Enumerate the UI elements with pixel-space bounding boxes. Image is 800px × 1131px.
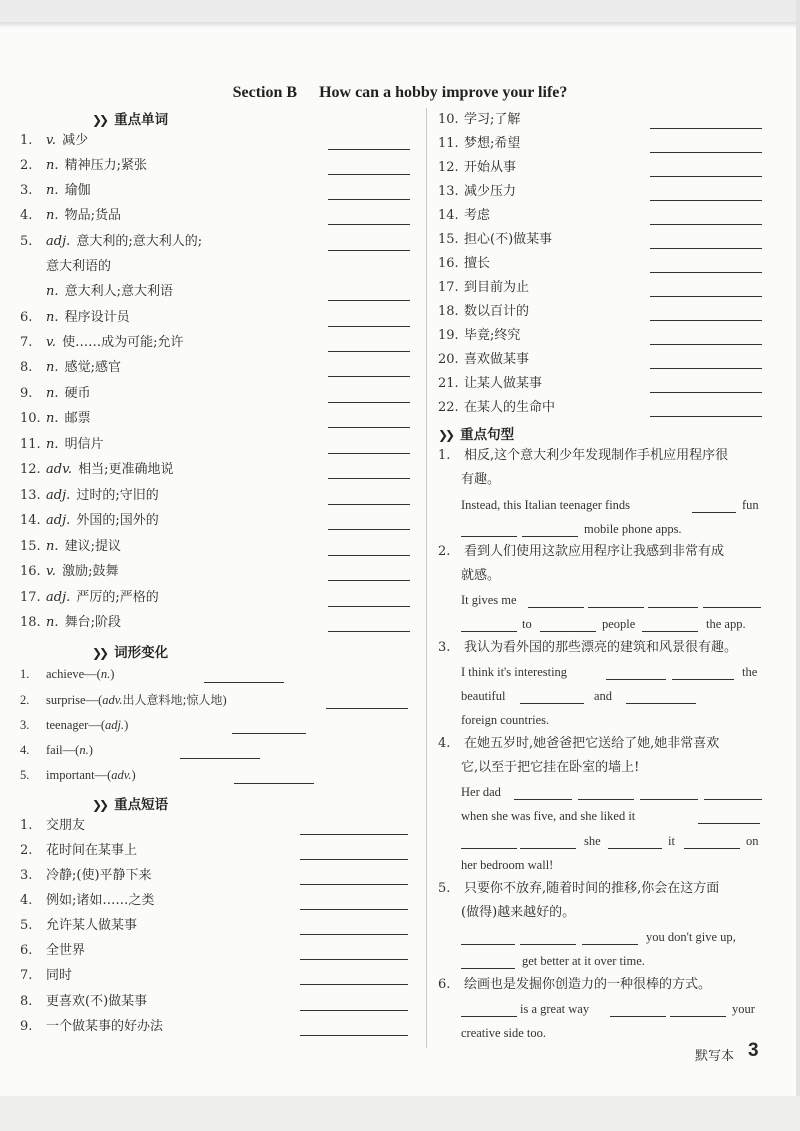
answer-blank[interactable]	[328, 250, 410, 251]
word-item: 7. v. 使……成为可能;允许	[20, 335, 184, 350]
answer-blank[interactable]	[650, 200, 762, 201]
phrase-item: 7. 同时	[20, 968, 73, 983]
phrase-item: 14. 考虑	[438, 208, 491, 223]
answer-blank[interactable]	[650, 272, 762, 273]
phrase-item: 10. 学习;了解	[438, 112, 521, 127]
word-item: 9. n. 硬币	[20, 386, 91, 401]
answer-blank[interactable]	[328, 224, 410, 225]
phrase-item: 4. 例如;诸如……之类	[20, 893, 155, 908]
answer-blank[interactable]	[300, 859, 408, 860]
sentence-english: her bedroom wall!	[461, 858, 554, 872]
answer-blank[interactable]	[650, 320, 762, 321]
word-item: 10. n. 邮票	[20, 411, 91, 426]
phrase-item: 20. 喜欢做某事	[438, 352, 530, 367]
answer-blank[interactable]	[234, 783, 314, 784]
column-divider	[426, 108, 427, 1048]
answer-blank[interactable]	[514, 799, 572, 800]
answer-blank[interactable]	[672, 679, 734, 680]
phrase-item: 9. 一个做某事的好办法	[20, 1019, 164, 1034]
answer-blank[interactable]	[300, 834, 408, 835]
answer-blank[interactable]	[328, 376, 410, 377]
answer-blank[interactable]	[328, 402, 410, 403]
answer-blank[interactable]	[650, 392, 762, 393]
form-item: 1. achieve—(n.)	[20, 667, 115, 681]
sentence-english: fun	[742, 498, 759, 512]
answer-blank[interactable]	[670, 1016, 726, 1017]
word-item: 14. adj. 外国的;国外的	[20, 513, 159, 528]
sentence-english: foreign countries.	[461, 713, 550, 727]
sentence-chinese: 1. 相反,这个意大利少年发现制作手机应用程序很	[438, 448, 729, 463]
sentence-english: Instead, this Italian teenager finds	[461, 498, 631, 512]
answer-blank[interactable]	[300, 984, 408, 985]
page-bottom-band	[0, 1096, 800, 1131]
answer-blank[interactable]	[650, 368, 762, 369]
page-top-shadow	[0, 22, 800, 28]
word-item: 12. adv. 相当;更准确地说	[20, 462, 174, 477]
sentence-english: she	[584, 834, 601, 848]
page-number: 3	[748, 1040, 759, 1061]
answer-blank[interactable]	[300, 1035, 408, 1036]
word-item: 1. v. 减少	[20, 133, 89, 148]
double-chevron-icon: ❯❯	[92, 798, 107, 812]
double-chevron-icon: ❯❯	[92, 113, 107, 127]
answer-blank[interactable]	[300, 884, 408, 885]
form-item: 3. teenager—(adj.)	[20, 718, 129, 732]
form-item: 4. fail—(n.)	[20, 743, 93, 757]
answer-blank[interactable]	[461, 1016, 517, 1017]
phrase-item: 6. 全世界	[20, 943, 86, 958]
answer-blank[interactable]	[640, 799, 698, 800]
word-item: 18. n. 舞台;阶段	[20, 615, 122, 630]
sentence-english: beautiful	[461, 689, 506, 703]
phrase-item: 15. 担心(不)做某事	[438, 232, 553, 247]
answer-blank[interactable]	[180, 758, 260, 759]
answer-blank[interactable]	[528, 607, 584, 608]
phrase-item: 1. 交朋友	[20, 818, 86, 833]
answer-blank[interactable]	[328, 555, 410, 556]
answer-blank[interactable]	[606, 679, 666, 680]
phrase-item: 16. 擅长	[438, 256, 491, 271]
footer-label: 默写本	[695, 1049, 735, 1064]
answer-blank[interactable]	[704, 799, 762, 800]
sentence-english: on	[746, 834, 759, 848]
answer-blank[interactable]	[328, 199, 410, 200]
answer-blank[interactable]	[461, 631, 517, 632]
answer-blank[interactable]	[461, 536, 517, 537]
answer-blank[interactable]	[698, 823, 760, 824]
answer-blank[interactable]	[328, 504, 410, 505]
sentence-english: creative side too.	[461, 1026, 547, 1040]
answer-blank[interactable]	[692, 512, 736, 513]
sentence-chinese: 5. 只要你不放弃,随着时间的推移,你会在这方面	[438, 881, 720, 896]
sentence-chinese: 6. 绘画也是发掘你创造力的一种很棒的方式。	[438, 977, 712, 992]
sentence-chinese-cont: 就感。	[461, 568, 501, 583]
sentence-english: I think it's interesting	[461, 665, 568, 679]
phrase-item: 11. 梦想;希望	[438, 136, 521, 151]
phrase-item: 5. 允许某人做某事	[20, 918, 138, 933]
answer-blank[interactable]	[204, 682, 284, 683]
word-item: 4. n. 物品;货品	[20, 208, 122, 223]
form-item: 2. surprise—(adv.出人意料地;惊人地)	[20, 693, 227, 707]
answer-blank[interactable]	[626, 703, 696, 704]
sentence-english: when she was five, and she liked it	[461, 809, 636, 823]
answer-blank[interactable]	[328, 580, 410, 581]
sentence-chinese: 3. 我认为看外国的那些漂亮的建筑和风景很有趣。	[438, 640, 738, 655]
answer-blank[interactable]	[520, 848, 576, 849]
word-item: 3. n. 瑜伽	[20, 183, 91, 198]
section-label: Section B	[232, 84, 298, 101]
phrase-item: 12. 开始从事	[438, 160, 517, 175]
answer-blank[interactable]	[703, 607, 761, 608]
phrase-item: 13. 减少压力	[438, 184, 517, 199]
answer-blank[interactable]	[328, 529, 410, 530]
phrase-item: 19. 毕竟;终究	[438, 328, 521, 343]
word-item: 2. n. 精神压力;紧张	[20, 158, 148, 173]
phrase-item: 8. 更喜欢(不)做某事	[20, 994, 148, 1009]
answer-blank[interactable]	[461, 944, 515, 945]
answer-blank[interactable]	[650, 344, 762, 345]
phrase-item: 2. 花时间在某事上	[20, 843, 138, 858]
answer-blank[interactable]	[300, 959, 408, 960]
answer-blank[interactable]	[328, 606, 410, 607]
header-key-phrases: ❯❯ 重点短语	[92, 797, 169, 813]
answer-blank[interactable]	[608, 848, 662, 849]
answer-blank[interactable]	[326, 708, 408, 709]
sentence-chinese-cont: 有趣。	[461, 472, 501, 487]
word-item-continued: 意大利语的	[46, 259, 112, 274]
answer-blank[interactable]	[650, 128, 762, 129]
sentence-chinese-cont: 它,以至于把它挂在卧室的墙上!	[461, 760, 640, 775]
word-item: 13. adj. 过时的;守旧的	[20, 488, 159, 503]
sentence-english: is a great way	[520, 1002, 590, 1016]
answer-blank[interactable]	[328, 427, 410, 428]
answer-blank[interactable]	[461, 968, 515, 969]
answer-blank[interactable]	[650, 176, 762, 177]
word-item: 8. n. 感觉;感官	[20, 360, 122, 375]
word-item: 17. adj. 严厉的;严格的	[20, 590, 159, 605]
sentence-english: the	[742, 665, 758, 679]
answer-blank[interactable]	[328, 453, 410, 454]
answer-blank[interactable]	[650, 224, 762, 225]
phrase-item: 17. 到目前为止	[438, 280, 530, 295]
sentence-chinese: 4. 在她五岁时,她爸爸把它送给了她,她非常喜欢	[438, 736, 720, 751]
sentence-english: and	[594, 689, 613, 703]
word-item: 11. n. 明信片	[20, 437, 104, 452]
answer-blank[interactable]	[328, 351, 410, 352]
double-chevron-icon: ❯❯	[438, 428, 453, 442]
sentence-english: your	[732, 1002, 755, 1016]
answer-blank[interactable]	[300, 909, 408, 910]
answer-blank[interactable]	[650, 248, 762, 249]
word-item: 6. n. 程序设计员	[20, 310, 130, 325]
page-top-band	[0, 0, 800, 22]
answer-blank[interactable]	[610, 1016, 666, 1017]
sentence-chinese-cont: (做得)越来越好的。	[461, 905, 576, 920]
answer-blank[interactable]	[300, 934, 408, 935]
answer-blank[interactable]	[328, 149, 410, 150]
answer-blank[interactable]	[650, 296, 762, 297]
sentence-english: mobile phone apps.	[584, 522, 682, 536]
answer-blank[interactable]	[328, 300, 410, 301]
sentence-english: to	[522, 617, 532, 631]
phrase-item: 3. 冷静;(使)平静下来	[20, 868, 152, 883]
answer-blank[interactable]	[328, 631, 410, 632]
answer-blank[interactable]	[328, 174, 410, 175]
answer-blank[interactable]	[684, 848, 740, 849]
answer-blank[interactable]	[461, 848, 517, 849]
answer-blank[interactable]	[328, 326, 410, 327]
word-item: 16. v. 激励;鼓舞	[20, 564, 119, 579]
sentence-english: you don't give up,	[646, 930, 736, 944]
section-question: How can a hobby improve your life?	[319, 84, 568, 101]
sentence-english: get better at it over time.	[522, 954, 645, 968]
answer-blank[interactable]	[328, 478, 410, 479]
word-item-sub: n. 意大利人;意大利语	[46, 284, 174, 299]
sentence-english: people	[602, 617, 636, 631]
answer-blank[interactable]	[650, 152, 762, 153]
answer-blank[interactable]	[300, 1010, 408, 1011]
page-title	[0, 84, 800, 102]
sentence-chinese: 2. 看到人们使用这款应用程序让我感到非常有成	[438, 544, 725, 559]
answer-blank[interactable]	[520, 703, 584, 704]
sentence-english: it	[668, 834, 675, 848]
header-key-sentences: ❯❯ 重点句型	[438, 427, 515, 443]
sentence-english: the app.	[706, 617, 746, 631]
answer-blank[interactable]	[588, 607, 644, 608]
word-item: 15. n. 建议;提议	[20, 539, 122, 554]
answer-blank[interactable]	[582, 944, 638, 945]
answer-blank[interactable]	[232, 733, 306, 734]
sentence-english: Her dad	[461, 785, 501, 799]
answer-blank[interactable]	[540, 631, 596, 632]
answer-blank[interactable]	[522, 536, 578, 537]
page-right-edge	[796, 0, 800, 1131]
word-item: 5. adj. 意大利的;意大利人的;	[20, 234, 203, 249]
phrase-item: 22. 在某人的生命中	[438, 400, 556, 415]
answer-blank[interactable]	[642, 631, 698, 632]
phrase-item: 18. 数以百计的	[438, 304, 530, 319]
sentence-english: It gives me	[461, 593, 517, 607]
form-item: 5. important—(adv.)	[20, 768, 136, 782]
answer-blank[interactable]	[578, 799, 634, 800]
header-word-forms: ❯❯ 词形变化	[92, 645, 169, 661]
phrase-item: 21. 让某人做某事	[438, 376, 543, 391]
header-key-words: ❯❯ 重点单词	[92, 112, 169, 128]
answer-blank[interactable]	[648, 607, 698, 608]
double-chevron-icon: ❯❯	[92, 646, 107, 660]
answer-blank[interactable]	[520, 944, 576, 945]
answer-blank[interactable]	[650, 416, 762, 417]
